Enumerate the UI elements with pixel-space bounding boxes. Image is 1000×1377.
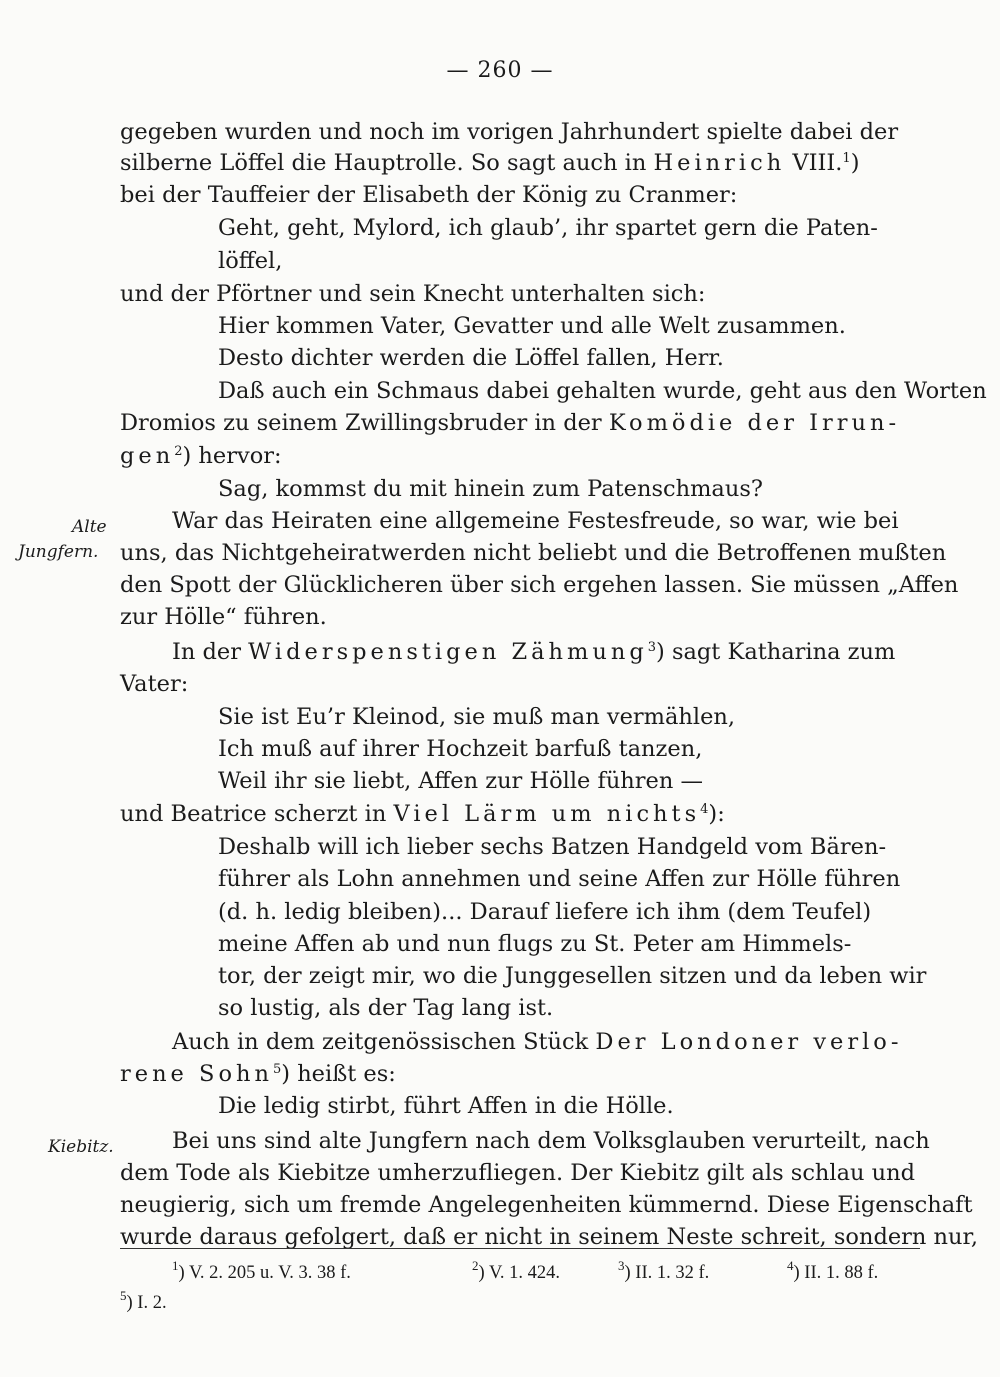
text-line: Daß auch ein Schmaus dabei gehalten wurde, geht aus den Worten <box>218 378 987 404</box>
text-line: und Beatrice scherzt in Viel Lärm um nichts$^4$): <box>120 801 725 827</box>
page-number: — 260 — <box>446 58 554 83</box>
footnote-2: $^2$) V. 1. 424. <box>472 1258 561 1283</box>
text-line: uns, das Nichtgeheiratwerden nicht beliebt und die Betroffenen mußten <box>120 540 947 566</box>
footnote-divider <box>120 1248 920 1249</box>
text-line: den Spott der Glücklicheren über sich ergehen lassen. Sie müssen „Affen <box>120 572 959 598</box>
footnote-3: $^3$) II. 1. 32 f. <box>618 1258 710 1283</box>
footnote-1: $^1$) V. 2. 205 u. V. 3. 38 f. <box>172 1258 351 1283</box>
text-line: In der Widerspenstigen Zähmung$^3$) sagt Katharina zum <box>172 639 896 665</box>
margin-note-kiebitz: Kiebitz. <box>48 1137 114 1157</box>
quote-line: Geht, geht, Mylord, ich glaub’, ihr spartet gern die Paten- <box>218 215 878 241</box>
quote-line: Desto dichter werden die Löffel fallen, Herr. <box>218 345 724 371</box>
margin-note-alte: Alte <box>72 517 107 537</box>
text-line: neugierig, sich um fremde Angelegenheiten kümmernd. Diese Eigenschaft <box>120 1192 973 1218</box>
text-line: rene Sohn$^5$) heißt es: <box>120 1061 396 1087</box>
text-line: bei der Tauffeier der Elisabeth der König zu Cranmer: <box>120 182 738 208</box>
margin-note-jungfern: Jungfern. <box>18 542 99 562</box>
quote-line: führer als Lohn annehmen und seine Affen zur Hölle führen <box>218 866 901 892</box>
text-line: wurde daraus gefolgert, daß er nicht in seinem Neste schreit, sondern nur, <box>120 1224 978 1250</box>
text-line: Vater: <box>120 671 189 697</box>
quote-line: Ich muß auf ihrer Hochzeit barfuß tanzen, <box>218 736 703 762</box>
text-line: Bei uns sind alte Jungfern nach dem Volksglauben verurteilt, nach <box>172 1128 930 1154</box>
quote-line: (d. h. ledig bleiben)... Darauf liefere ich ihm (dem Teufel) <box>218 899 872 925</box>
quote-line: tor, der zeigt mir, wo die Junggesellen sitzen und da leben wir <box>218 963 927 989</box>
footnote-marker: 1 <box>842 151 851 166</box>
text-line: dem Tode als Kiebitze umherzufliegen. Der Kiebitz gilt als schlau und <box>120 1160 916 1186</box>
footnote-marker: 4 <box>700 802 709 817</box>
quote-line: Sie ist Eu’r Kleinod, sie muß man vermählen, <box>218 704 736 730</box>
text-line: zur Hölle“ führen. <box>120 604 327 630</box>
text-line: und der Pförtner und sein Knecht unterhalten sich: <box>120 281 706 307</box>
quote-line: so lustig, als der Tag lang ist. <box>218 995 554 1021</box>
quote-line: Weil ihr sie liebt, Affen zur Hölle führen — <box>218 768 704 794</box>
quote-line: löffel, <box>218 248 283 274</box>
text-line: Dromios zu seinem Zwillingsbruder in der Komödie der Irrun- <box>120 410 901 436</box>
footnote-5: $^5$) I. 2. <box>120 1288 167 1313</box>
footnote-4: $^4$) II. 1. 88 f. <box>787 1258 879 1283</box>
text-line: War das Heiraten eine allgemeine Festesfreude, so war, wie bei <box>172 508 899 534</box>
quote-line: Deshalb will ich lieber sechs Batzen Handgeld vom Bären- <box>218 834 887 860</box>
quote-line: Hier kommen Vater, Gevatter und alle Welt zusammen. <box>218 313 846 339</box>
text-line: gen$^2$) hervor: <box>120 443 282 469</box>
footnote-marker: 2 <box>174 444 183 459</box>
quote-line: meine Affen ab und nun flugs zu St. Peter am Himmels- <box>218 931 852 957</box>
footnote-marker: 3 <box>647 640 657 655</box>
text-line: gegeben wurden und noch im vorigen Jahrhundert spielte dabei der <box>120 119 899 145</box>
quote-line: Sag, kommst du mit hinein zum Patenschmaus? <box>218 476 763 502</box>
quote-line: Die ledig stirbt, führt Affen in die Hölle. <box>218 1093 674 1119</box>
text-line: Auch in dem zeitgenössischen Stück Der Londoner verlo- <box>172 1029 903 1055</box>
text-line: silberne Löffel die Hauptrolle. So sagt auch in Heinrich VIII.$^1$) <box>120 150 860 176</box>
footnote-marker: 5 <box>272 1062 282 1077</box>
